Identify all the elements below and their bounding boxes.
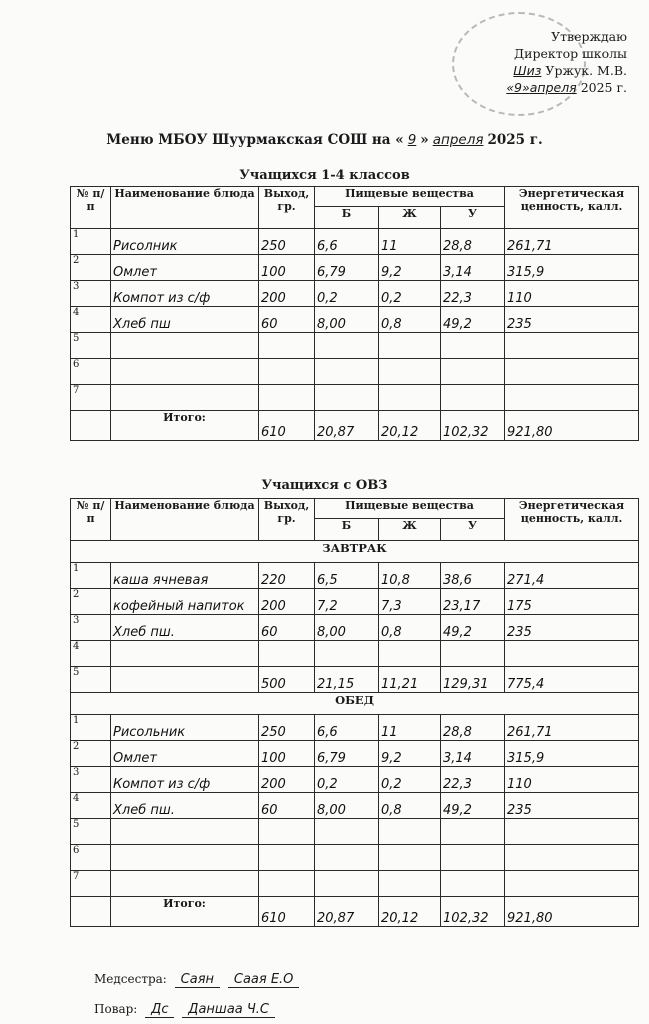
- section-lunch-row: [71, 693, 639, 715]
- table-row: [71, 871, 639, 897]
- dish-protein: [315, 819, 379, 845]
- table-row: [71, 563, 639, 589]
- dish-carbs: 49,2: [441, 793, 505, 819]
- dish-name: Омлет: [111, 741, 259, 767]
- dish-carbs: [441, 871, 505, 897]
- total-energy: 775,4: [505, 667, 639, 693]
- dish-fat: [379, 385, 441, 411]
- dish-yield: 100: [259, 255, 315, 281]
- total-fat: 11,21: [379, 667, 441, 693]
- dish-yield: 60: [259, 793, 315, 819]
- nurse-signature: Саян: [175, 972, 220, 988]
- dish-energy: 235: [505, 615, 639, 641]
- dish-energy: 110: [505, 281, 639, 307]
- header-nutrients: Пищевые вещества: [315, 499, 505, 519]
- title-prefix: Меню МБОУ Шуурмакская СОШ на «: [106, 132, 404, 148]
- dish-name: Хлеб пш.: [111, 615, 259, 641]
- dish-protein: [315, 385, 379, 411]
- table-row: [71, 845, 639, 871]
- row-number: 4: [71, 307, 111, 333]
- dish-protein: 6,6: [315, 715, 379, 741]
- dish-protein: [315, 845, 379, 871]
- director-name: Уржук. М.В.: [545, 63, 627, 78]
- dish-carbs: 3,14: [441, 741, 505, 767]
- table-row: [71, 281, 639, 307]
- header-zh: Ж: [379, 519, 441, 541]
- title-middle: »: [420, 132, 429, 148]
- total-label: Итого:: [111, 897, 259, 927]
- dish-yield: 200: [259, 281, 315, 307]
- dish-fat: [379, 871, 441, 897]
- dish-carbs: 22,3: [441, 281, 505, 307]
- dish-carbs: 28,8: [441, 229, 505, 255]
- dish-protein: [315, 333, 379, 359]
- table-row: [71, 641, 639, 667]
- table-row: [71, 767, 639, 793]
- dish-yield: [259, 359, 315, 385]
- table-row: [71, 385, 639, 411]
- table-row: [71, 359, 639, 385]
- row-number: 3: [71, 767, 111, 793]
- cook-label: Повар:: [94, 1002, 138, 1016]
- dish-fat: [379, 845, 441, 871]
- dish-carbs: 49,2: [441, 615, 505, 641]
- dish-yield: 100: [259, 741, 315, 767]
- header-yield: Выход, гр.: [259, 499, 315, 541]
- dish-energy: 315,9: [505, 255, 639, 281]
- dish-fat: 9,2: [379, 741, 441, 767]
- row-number: 4: [71, 793, 111, 819]
- dish-fat: 0,2: [379, 767, 441, 793]
- approval-block: [506, 28, 627, 96]
- dish-protein: [315, 641, 379, 667]
- title-month: апреля: [432, 132, 484, 148]
- dish-energy: 315,9: [505, 741, 639, 767]
- header-name: Наименование блюда: [111, 187, 259, 229]
- dish-fat: 7,3: [379, 589, 441, 615]
- header-u: У: [441, 207, 505, 229]
- total-fat: 20,12: [379, 897, 441, 927]
- dish-fat: [379, 819, 441, 845]
- total-fat: 20,12: [379, 411, 441, 441]
- dish-name: [111, 385, 259, 411]
- row-number: 1: [71, 563, 111, 589]
- table-row: [71, 741, 639, 767]
- header-b: Б: [315, 207, 379, 229]
- row-number: 5: [71, 667, 111, 693]
- cook-name: Даншаа Ч.С: [182, 1002, 275, 1018]
- dish-carbs: [441, 819, 505, 845]
- header-name: Наименование блюда: [111, 499, 259, 541]
- dish-yield: [259, 845, 315, 871]
- dish-carbs: 49,2: [441, 307, 505, 333]
- table2-caption: Учащихся с ОВЗ: [261, 478, 388, 493]
- total-carbs: 129,31: [441, 667, 505, 693]
- row-number: [71, 897, 111, 927]
- dish-energy: [505, 819, 639, 845]
- dish-name: Хлеб пш.: [111, 793, 259, 819]
- approval-day: «9»: [506, 80, 530, 95]
- dish-protein: 6,5: [315, 563, 379, 589]
- dish-energy: [505, 385, 639, 411]
- dish-protein: [315, 871, 379, 897]
- dish-fat: 0,8: [379, 615, 441, 641]
- section-breakfast-row: [71, 541, 639, 563]
- dish-name: Хлеб пш: [111, 307, 259, 333]
- total-protein: 21,15: [315, 667, 379, 693]
- dish-fat: [379, 359, 441, 385]
- dish-protein: 6,6: [315, 229, 379, 255]
- dish-energy: 235: [505, 307, 639, 333]
- total-protein: 20,87: [315, 411, 379, 441]
- table-row: [71, 793, 639, 819]
- header-num: № п/п: [71, 187, 111, 229]
- dish-fat: 0,2: [379, 281, 441, 307]
- header-b: Б: [315, 519, 379, 541]
- row-number: 6: [71, 359, 111, 385]
- row-number: 4: [71, 641, 111, 667]
- cook-signature: Дс: [145, 1002, 174, 1018]
- dish-yield: [259, 641, 315, 667]
- dish-carbs: 23,17: [441, 589, 505, 615]
- dish-energy: 261,71: [505, 229, 639, 255]
- dish-name: каша ячневая: [111, 563, 259, 589]
- row-number: 1: [71, 715, 111, 741]
- row-number: 7: [71, 871, 111, 897]
- dish-yield: [259, 333, 315, 359]
- dish-energy: [505, 871, 639, 897]
- dish-energy: 271,4: [505, 563, 639, 589]
- dish-carbs: [441, 359, 505, 385]
- dish-name: [111, 359, 259, 385]
- dish-yield: [259, 871, 315, 897]
- dish-protein: 6,79: [315, 255, 379, 281]
- dish-carbs: [441, 333, 505, 359]
- dish-energy: [505, 359, 639, 385]
- dish-energy: 261,71: [505, 715, 639, 741]
- dish-protein: 8,00: [315, 793, 379, 819]
- header-energy: Энергетическая ценность, калл.: [505, 499, 639, 541]
- total-row: [71, 897, 639, 927]
- approval-year: 2025 г.: [580, 80, 627, 95]
- dish-fat: 11: [379, 715, 441, 741]
- dish-fat: 9,2: [379, 255, 441, 281]
- cook-signature-line: [94, 1002, 275, 1018]
- total-protein: 20,87: [315, 897, 379, 927]
- dish-name: Компот из с/ф: [111, 767, 259, 793]
- header-u: У: [441, 519, 505, 541]
- header-yield: Выход, гр.: [259, 187, 315, 229]
- total-carbs: 102,32: [441, 411, 505, 441]
- row-number: 3: [71, 281, 111, 307]
- dish-name: [111, 333, 259, 359]
- menu-table-primary: [70, 186, 639, 441]
- dish-energy: 175: [505, 589, 639, 615]
- dish-carbs: [441, 845, 505, 871]
- dish-energy: [505, 641, 639, 667]
- row-number: 5: [71, 333, 111, 359]
- title-day: 9: [407, 132, 417, 148]
- total-yield: 500: [259, 667, 315, 693]
- row-number: 2: [71, 741, 111, 767]
- table-row: [71, 307, 639, 333]
- dish-fat: 0,8: [379, 307, 441, 333]
- dish-name: [111, 845, 259, 871]
- section-breakfast: ЗАВТРАК: [71, 541, 639, 563]
- row-number: 3: [71, 615, 111, 641]
- total-label: Итого:: [111, 411, 259, 441]
- table-row: [71, 615, 639, 641]
- dish-name: [111, 641, 259, 667]
- dish-fat: 0,8: [379, 793, 441, 819]
- dish-name: Компот из с/ф: [111, 281, 259, 307]
- dish-yield: 250: [259, 715, 315, 741]
- nurse-signature-line: [94, 972, 299, 988]
- header-num: № п/п: [71, 499, 111, 541]
- approval-line2: Директор школы: [514, 46, 627, 61]
- dish-protein: 8,00: [315, 307, 379, 333]
- header-energy: Энергетическая ценность, калл.: [505, 187, 639, 229]
- table-row: [71, 589, 639, 615]
- dish-fat: 10,8: [379, 563, 441, 589]
- dish-yield: [259, 385, 315, 411]
- table-row: [71, 819, 639, 845]
- dish-yield: [259, 819, 315, 845]
- dish-name: Омлет: [111, 255, 259, 281]
- approval-line1: Утверждаю: [551, 29, 627, 44]
- dish-yield: 200: [259, 767, 315, 793]
- page-title: [0, 132, 649, 148]
- table-row: [71, 333, 639, 359]
- table1-caption: Учащихся 1-4 классов: [239, 168, 410, 183]
- dish-protein: 7,2: [315, 589, 379, 615]
- dish-fat: [379, 641, 441, 667]
- dish-energy: [505, 333, 639, 359]
- dish-name: [111, 871, 259, 897]
- dish-yield: 60: [259, 615, 315, 641]
- row-number: 7: [71, 385, 111, 411]
- dish-energy: 235: [505, 793, 639, 819]
- dish-protein: 8,00: [315, 615, 379, 641]
- director-signature: Шиз: [513, 63, 542, 78]
- dish-name: Рисолник: [111, 229, 259, 255]
- total-row: [71, 411, 639, 441]
- total-row: [71, 667, 639, 693]
- dish-name: Рисольник: [111, 715, 259, 741]
- dish-energy: 110: [505, 767, 639, 793]
- table-row: [71, 255, 639, 281]
- dish-carbs: 28,8: [441, 715, 505, 741]
- total-yield: 610: [259, 411, 315, 441]
- total-yield: 610: [259, 897, 315, 927]
- total-label: [111, 667, 259, 693]
- nurse-name: Саая Е.О: [228, 972, 300, 988]
- title-year: 2025 г.: [487, 132, 543, 148]
- dish-protein: 6,79: [315, 741, 379, 767]
- menu-table-ovz: [70, 498, 639, 927]
- header-nutrients: Пищевые вещества: [315, 187, 505, 207]
- dish-carbs: 38,6: [441, 563, 505, 589]
- row-number: 5: [71, 819, 111, 845]
- dish-name: кофейный напиток: [111, 589, 259, 615]
- dish-yield: 200: [259, 589, 315, 615]
- nurse-label: Медсестра:: [94, 972, 167, 986]
- dish-name: [111, 819, 259, 845]
- dish-yield: 220: [259, 563, 315, 589]
- dish-protein: 0,2: [315, 281, 379, 307]
- dish-protein: [315, 359, 379, 385]
- dish-fat: 11: [379, 229, 441, 255]
- row-number: 6: [71, 845, 111, 871]
- dish-yield: 60: [259, 307, 315, 333]
- row-number: 2: [71, 589, 111, 615]
- row-number: 2: [71, 255, 111, 281]
- total-carbs: 102,32: [441, 897, 505, 927]
- table-row: [71, 715, 639, 741]
- dish-energy: [505, 845, 639, 871]
- dish-carbs: [441, 385, 505, 411]
- dish-fat: [379, 333, 441, 359]
- dish-carbs: [441, 641, 505, 667]
- header-zh: Ж: [379, 207, 441, 229]
- table-row: [71, 229, 639, 255]
- dish-yield: 250: [259, 229, 315, 255]
- dish-protein: 0,2: [315, 767, 379, 793]
- total-energy: 921,80: [505, 411, 639, 441]
- dish-carbs: 3,14: [441, 255, 505, 281]
- approval-month: апреля: [529, 80, 577, 95]
- section-lunch: ОБЕД: [71, 693, 639, 715]
- total-energy: 921,80: [505, 897, 639, 927]
- row-number: 1: [71, 229, 111, 255]
- row-number: [71, 411, 111, 441]
- dish-carbs: 22,3: [441, 767, 505, 793]
